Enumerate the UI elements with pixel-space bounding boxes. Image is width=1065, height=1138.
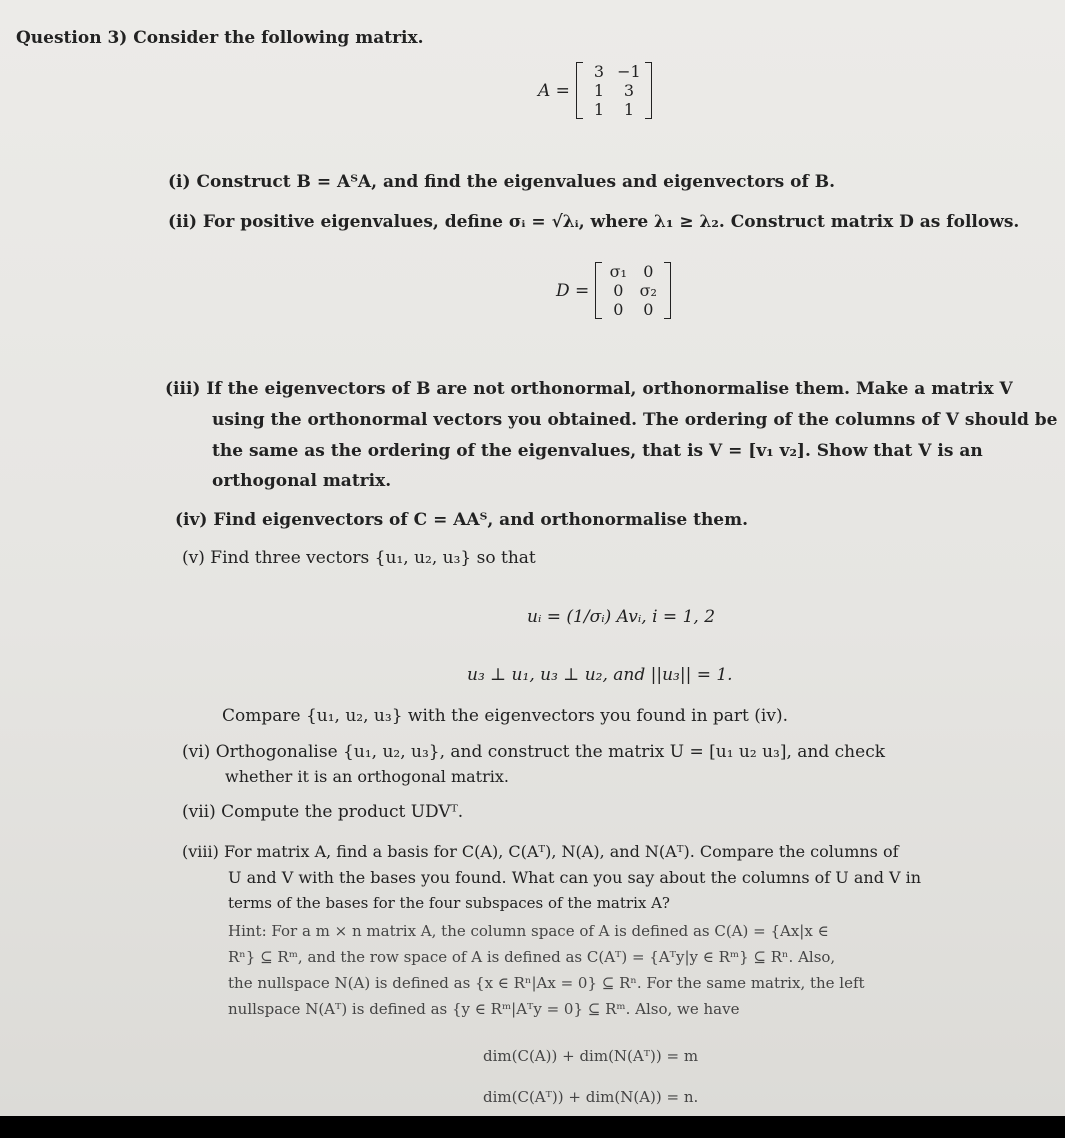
part-iii-line: the same as the ordering of the eigenvalues, that is V = [v₁ v₂]. Show that V is an	[212, 441, 983, 461]
matrix-a-cell: −1	[617, 62, 641, 81]
part-vii: (vii) Compute the product UDVᵀ.	[182, 802, 464, 822]
part-iv: (iv) Find eigenvectors of C = AAᵀ, and orthonormalise them.	[175, 510, 749, 530]
hint-line: Hint: For a m × n matrix A, the column space of A is defined as C(A) = {Ax|x ∈	[228, 922, 829, 940]
dimension-equation-1: dim(C(A)) + dim(N(Aᵀ)) = m	[483, 1047, 699, 1065]
matrix-a-label: A =	[538, 80, 570, 101]
matrix-d	[556, 262, 671, 319]
matrix-d-label: D =	[556, 280, 590, 301]
bottom-black-bar	[0, 1116, 1065, 1138]
part-iii-line: orthogonal matrix.	[212, 471, 392, 491]
part-ii: (ii) For positive eigenvalues, define σᵢ = √λᵢ, where λ₁ ≥ λ₂. Construct matrix D as follows.	[168, 212, 1020, 232]
matrix-a-cell: 1	[593, 81, 605, 100]
equation-u: uᵢ = (1/σᵢ) Avᵢ, i = 1, 2	[527, 607, 716, 627]
part-i: (i) Construct B = AᵀA, and find the eigenvalues and eigenvectors of B.	[168, 172, 836, 192]
matrix-d-cell: 0	[643, 300, 654, 319]
part-iii-line: (iii) If the eigenvectors of B are not orthonormal, orthonormalise them. Make a matrix V	[165, 379, 1013, 399]
part-v: (v) Find three vectors {u₁, u₂, u₃} so that	[182, 548, 536, 568]
matrix-d-cell: 0	[613, 300, 624, 319]
equation-u3: u₃ ⊥ u₁, u₃ ⊥ u₂, and ||u₃|| = 1.	[467, 665, 733, 685]
matrix-d-cell: 0	[643, 262, 654, 281]
part-viii-line: terms of the bases for the four subspaces of the matrix A?	[228, 894, 670, 912]
matrix-d-cell: 0	[613, 281, 624, 300]
part-viii-line: (viii) For matrix A, find a basis for C(A), C(Aᵀ), N(A), and N(Aᵀ). Compare the columns of	[182, 842, 899, 861]
part-viii-line: U and V with the bases you found. What can you say about the columns of U and V in	[228, 868, 922, 887]
matrix-d-cell: σ₂	[639, 281, 657, 300]
matrix-d-cell: σ₁	[609, 262, 627, 281]
question-label: Question 3)	[16, 28, 128, 48]
compare-line: Compare {u₁, u₂, u₃} with the eigenvectors you found in part (iv).	[222, 706, 789, 726]
matrix-a-cell: 3	[593, 62, 605, 81]
hint-line: nullspace N(Aᵀ) is defined as {y ∈ Rᵐ|Aᵀy = 0} ⊆ Rᵐ. Also, we have	[228, 1000, 740, 1018]
part-vi-line: whether it is an orthogonal matrix.	[225, 767, 509, 786]
hint-line: Rⁿ} ⊆ Rᵐ, and the row space of A is defined as C(Aᵀ) = {Aᵀy|y ∈ Rᵐ} ⊆ Rⁿ. Also,	[228, 948, 836, 966]
matrix-a-cell: 1	[593, 100, 605, 119]
matrix-a	[538, 62, 652, 119]
part-iii-line: using the orthonormal vectors you obtained. The ordering of the columns of V should be	[212, 410, 1058, 430]
hint-line: the nullspace N(A) is defined as {x ∈ Rⁿ|Ax = 0} ⊆ Rⁿ. For the same matrix, the left	[228, 974, 865, 992]
matrix-a-cell: 3	[623, 81, 635, 100]
matrix-a-body	[576, 62, 652, 119]
question-intro: Consider the following matrix.	[133, 28, 424, 48]
matrix-a-cell: 1	[623, 100, 635, 119]
matrix-d-body	[595, 262, 671, 319]
dimension-equation-2: dim(C(Aᵀ)) + dim(N(A)) = n.	[483, 1088, 699, 1106]
part-vi-line: (vi) Orthogonalise {u₁, u₂, u₃}, and construct the matrix U = [u₁ u₂ u₃], and check	[182, 742, 886, 762]
question-heading	[16, 27, 424, 49]
